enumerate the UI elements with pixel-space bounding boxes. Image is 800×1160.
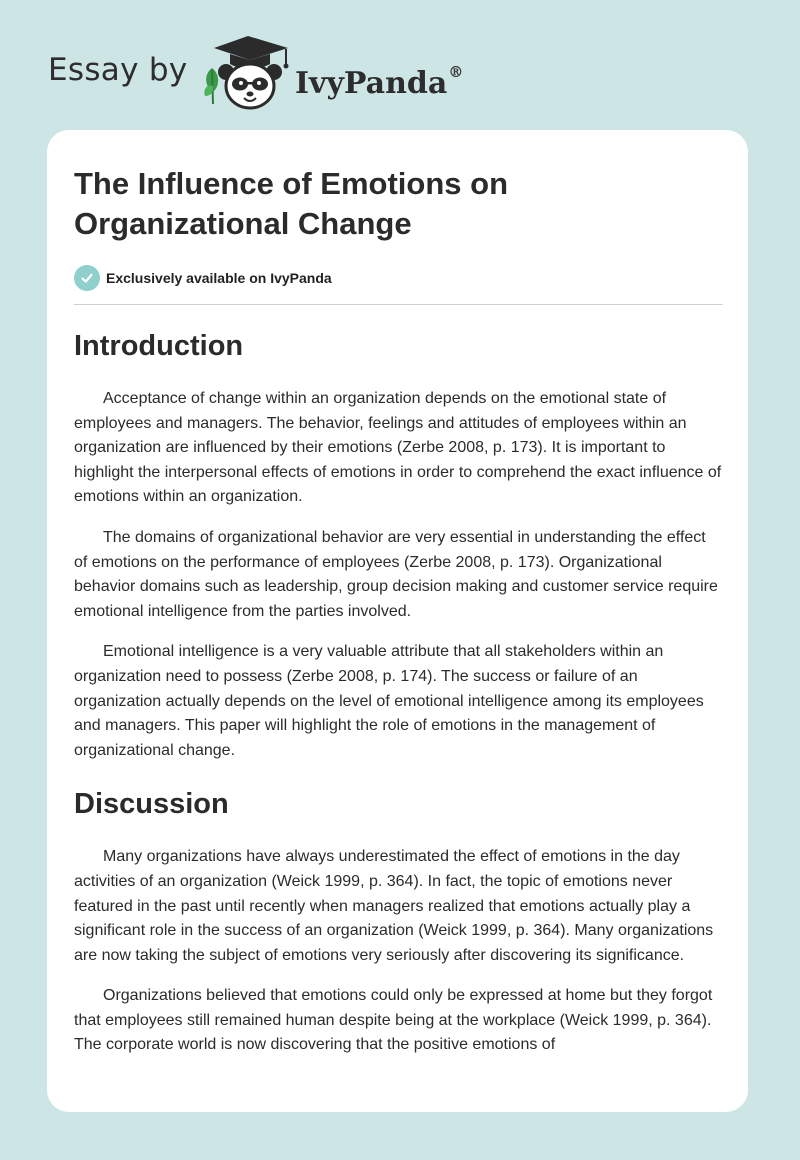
paragraph: Organizations believed that emotions could only be expressed at home but they forgot that employees still remained human despite being at the workplace (Weick 1999, p. 364). The corporate world is now discovering that the positive emotions of — [74, 987, 713, 1054]
essay-card — [47, 130, 748, 1112]
section-heading-discussion: Discussion — [74, 788, 229, 821]
exclusive-badge — [74, 264, 723, 292]
title-divider — [74, 304, 723, 305]
section-heading-introduction: Introduction — [74, 330, 244, 362]
paragraph: Acceptance of change within an organization depends on the emotional state of employees and managers. The behavior, feelings and attitudes of employees within an organization are influenced by their emotions (Zerbe 2008, p. 173). It is important to highlight the interpersonal effects of emotions in order to comprehend the exact influence of emotions within an organization. — [74, 390, 722, 506]
essay-title: The Influence of Emotions on Organizational Change — [74, 166, 508, 241]
essay-content — [74, 130, 723, 1058]
paragraph: The domains of organizational behavior are very essential in understanding the effect of emotions on the performance of employees (Zerbe 2008, p. 173). Organizational behavior domains such as leadership, group decision making and customer service require emotional intelligence from the parties involved. — [74, 528, 718, 620]
paragraph: Many organizations have always underestimated the effect of emotions in the day activities of an organization (Weick 1999, p. 364). In fact, the topic of emotions never featured in the past until recently when managers realized that emotions actually play a significant role in the success of an organization (Weick 1999, p. 364). Many organizations are now taking the subject of emotions very seriously after discovering its significance. — [74, 848, 714, 964]
essay-by-label: Essay by — [48, 52, 188, 88]
registered-mark: ® — [448, 63, 464, 81]
panda-graduate-icon[interactable] — [200, 34, 292, 110]
check-circle-icon — [74, 265, 100, 291]
site-header — [0, 0, 800, 130]
leaf-icon — [204, 68, 218, 104]
brand-name-text: IvyPanda — [295, 66, 448, 101]
paragraph: Emotional intelligence is a very valuable attribute that all stakeholders within an organization need to possess (Zerbe 2008, p. 174). The success or failure of an organization actually depends on the level of emotional intelligence among its employees and managers. This paper will highlight the role of emotions in the management of organizational change. — [74, 643, 704, 759]
brand-name[interactable] — [295, 52, 463, 104]
exclusive-badge-label: Exclusively available on IvyPanda — [106, 270, 332, 286]
